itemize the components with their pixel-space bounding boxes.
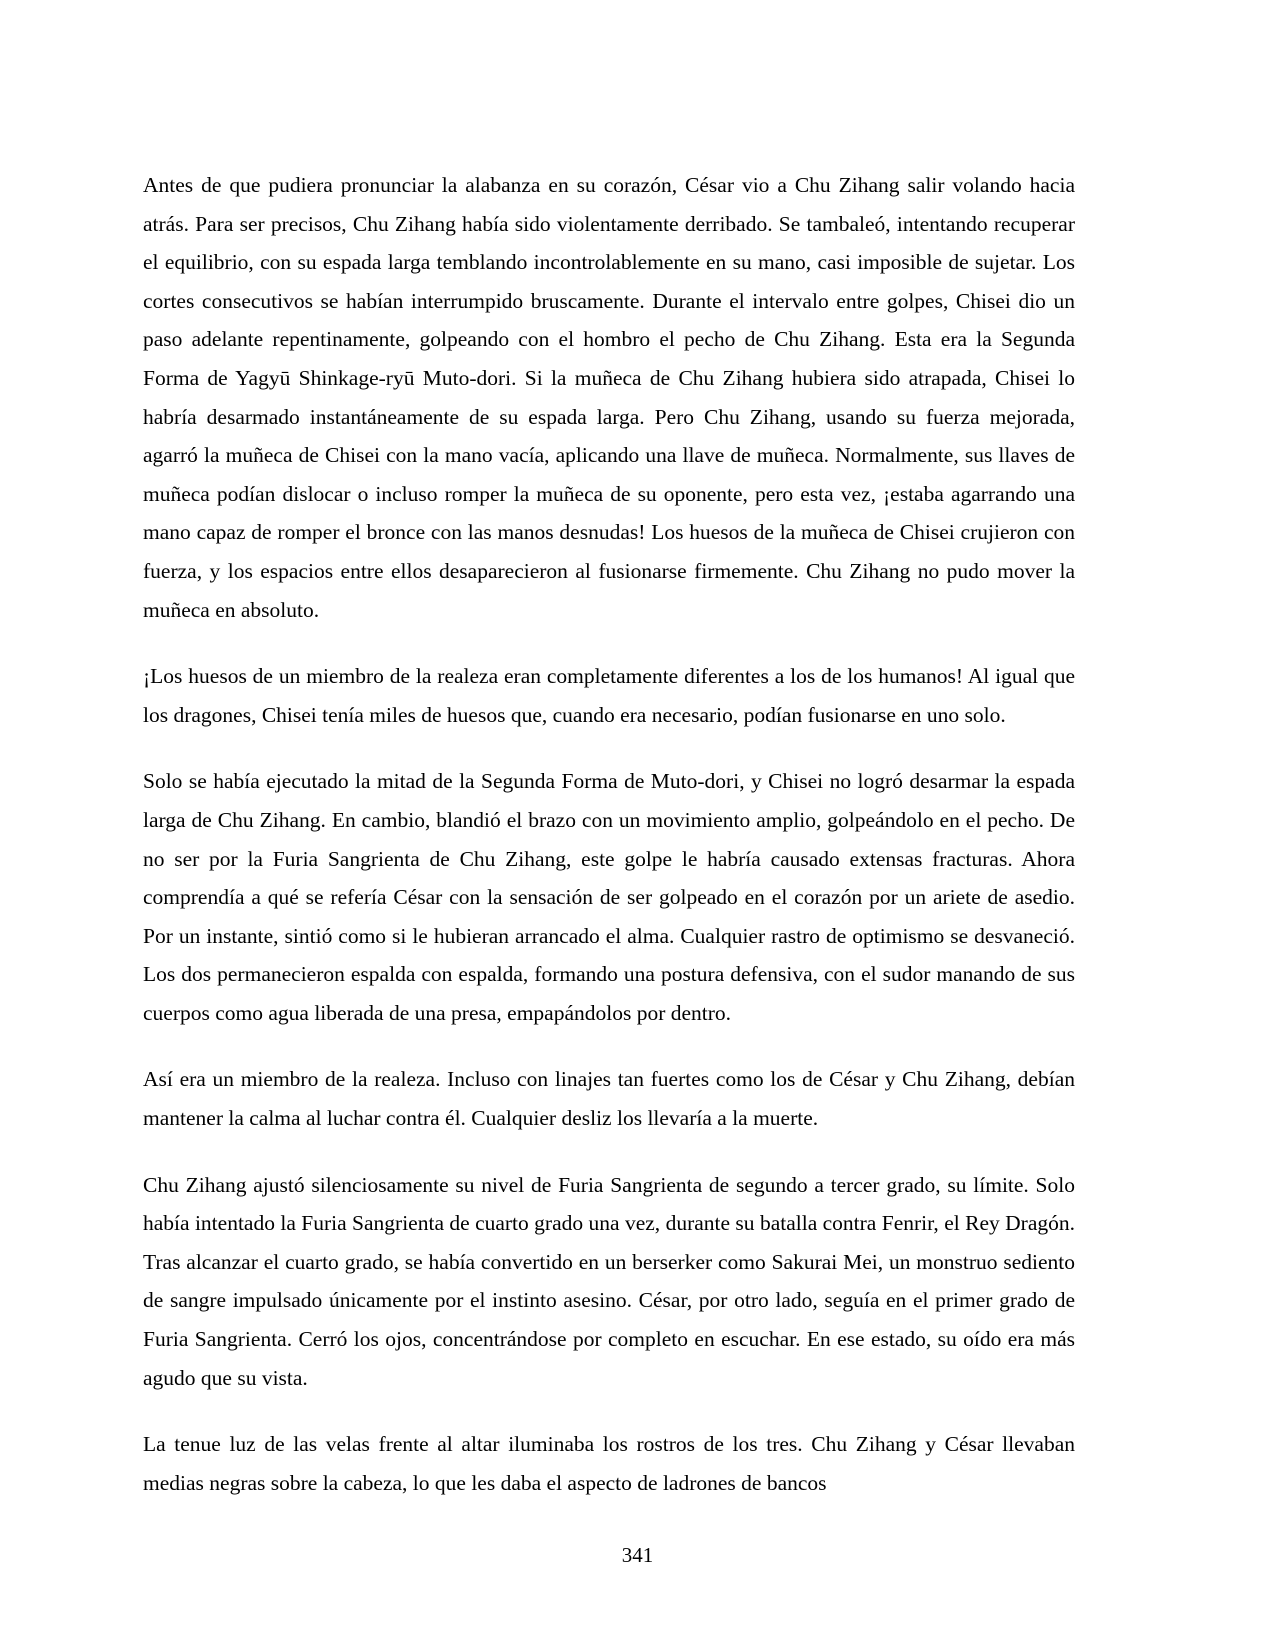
- page-number: 341: [621, 1543, 654, 1567]
- paragraph-1: Antes de que pudiera pronunciar la alabanza en su corazón, César vio a Chu Zihang salir volando hacia atrás. Para ser precisos, Chu Zihang había sido violentamente derribado. Se tambaleó, intentando recuperar el equilibrio, con su espada larga temblando incontrolablemente en su mano, casi imposible de sujetar. Los cortes consecutivos se habían interrumpido bruscamente. Durante el intervalo entre golpes, Chisei dio un paso adelante repentinamente, golpeando con el hombro el pecho de Chu Zihang. Esta era la Segunda Forma de Yagyū Shinkage-ryū Muto-dori. Si la muñeca de Chu Zihang hubiera sido atrapada, Chisei lo habría desarmado instantáneamente de su espada larga. Pero Chu Zihang, usando su fuerza mejorada, agarró la muñeca de Chisei con la mano vacía, aplicando una llave de muñeca. Normalmente, sus llaves de muñeca podían dislocar o incluso romper la muñeca de su oponente, pero esta vez, ¡estaba agarrando una mano capaz de romper el bronce con las manos desnudas! Los huesos de la muñeca de Chisei crujieron con fuerza, y los espacios entre ellos desaparecieron al fusionarse firmemente. Chu Zihang no pudo mover la muñeca en absoluto.: [143, 173, 1075, 622]
- paragraph-5: Chu Zihang ajustó silenciosamente su nivel de Furia Sangrienta de segundo a tercer grado, su límite. Solo había intentado la Furia Sangrienta de cuarto grado una vez, durante su batalla contra Fenrir, el Rey Dragón. Tras alcanzar el cuarto grado, se había convertido en un berserker como Sakurai Mei, un monstruo sediento de sangre impulsado únicamente por el instinto asesino. César, por otro lado, seguía en el primer grado de Furia Sangrienta. Cerró los ojos, concentrándose por completo en escuchar. En ese estado, su oído era más agudo que su vista.: [143, 1172, 1075, 1390]
- body-text-column: [143, 166, 1075, 1502]
- paragraph-2: ¡Los huesos de un miembro de la realeza eran completamente diferentes a los de los humanos! Al igual que los dragones, Chisei tenía miles de huesos que, cuando era necesario, podían fusionarse en uno solo.: [143, 664, 1075, 727]
- paragraph-4: Así era un miembro de la realeza. Incluso con linajes tan fuertes como los de César y Chu Zihang, debían mantener la calma al luchar contra él. Cualquier desliz los llevaría a la muerte.: [143, 1067, 1075, 1131]
- paragraph-6: La tenue luz de las velas frente al altar iluminaba los rostros de los tres. Chu Zihang y César llevaban medias negras sobre la cabeza, lo que les daba el aspecto de ladrones de bancos: [143, 1432, 1075, 1495]
- paragraph-3: Solo se había ejecutado la mitad de la Segunda Forma de Muto-dori, y Chisei no logró desarmar la espada larga de Chu Zihang. En cambio, blandió el brazo con un movimiento amplio, golpeándolo en el pecho. De no ser por la Furia Sangrienta de Chu Zihang, este golpe le habría causado extensas fracturas. Ahora comprendía a qué se refería César con la sensación de ser golpeado en el corazón por un ariete de asedio. Por un instante, sintió como si le hubieran arrancado el alma. Cualquier rastro de optimismo se desvaneció. Los dos permanecieron espalda con espalda, formando una postura defensiva, con el sudor manando de sus cuerpos como agua liberada de una presa, empapándolos por dentro.: [143, 769, 1075, 1025]
